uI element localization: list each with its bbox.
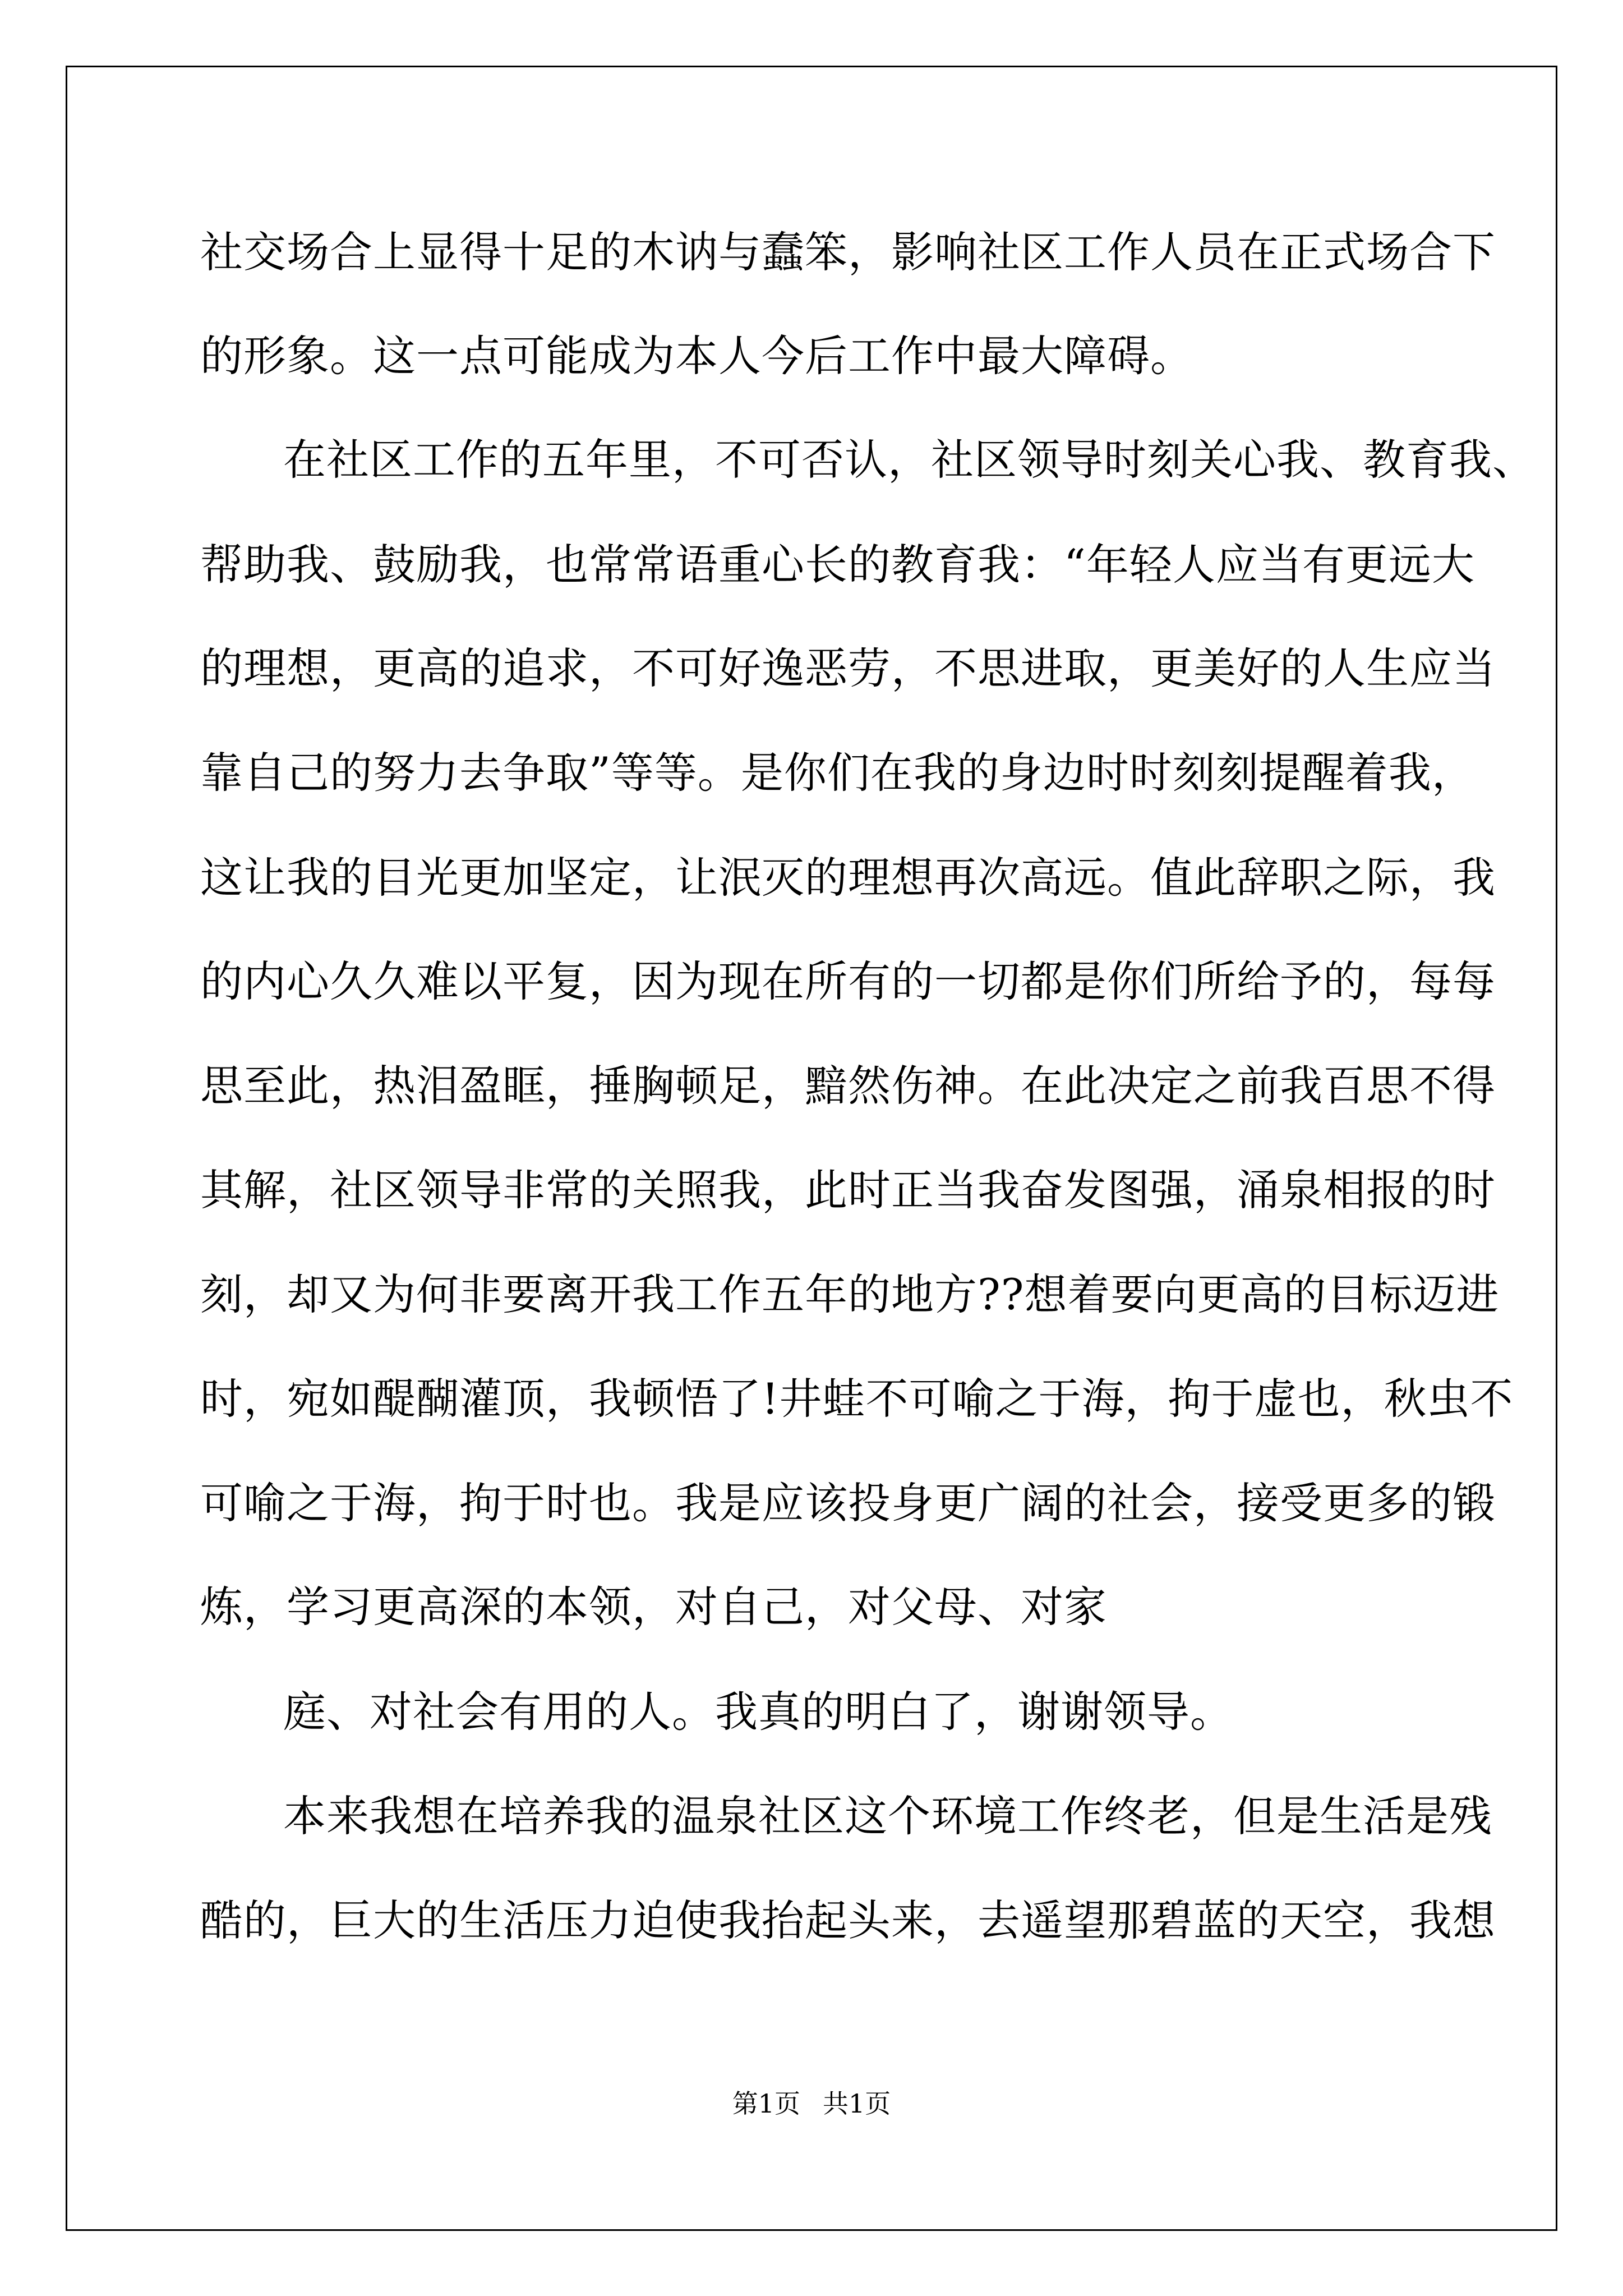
text-line-17: 酷的，巨大的生活压力迫使我抬起头来，去遥望那碧蓝的天空，我想 [200, 1895, 1496, 1945]
text-line-7: 这让我的目光更加坚定，让泯灭的理想再次高远。值此辞职之际，我 [200, 853, 1496, 903]
text-line-10: 其解，社区领导非常的关照我，此时正当我奋发图强，涌泉相报的时 [200, 1165, 1496, 1215]
text-line-13: 可喻之于海，拘于时也。我是应该投身更广阔的社会，接受更多的锻 [200, 1478, 1496, 1528]
text-line-1: 社交场合上显得十足的木讷与蠢笨，影响社区工作人员在正式场合下 [200, 227, 1496, 277]
text-line-2: 的形象。这一点可能成为本人今后工作中最大障碍。 [200, 331, 1193, 381]
text-line-5: 的理想，更高的追求，不可好逸恶劳，不思进取，更美好的人生应当 [200, 643, 1496, 693]
page-total: 共1页 [823, 2088, 891, 2119]
text-line-14: 炼，学习更高深的本领，对自己，对父母、对家 [200, 1582, 1107, 1632]
page-footer [0, 2087, 1623, 2120]
text-line-12: 时，宛如醍醐灌顶，我顿悟了!井蛙不可喻之于海，拘于虚也，秋虫不 [200, 1374, 1514, 1424]
text-line-9: 思至此，热泪盈眶，捶胸顿足，黯然伤神。在此决定之前我百思不得 [200, 1061, 1496, 1111]
text-line-6: 靠自己的努力去争取”等等。是你们在我的身边时时刻刻提醒着我， [200, 748, 1475, 798]
text-line-8: 的内心久久难以平复，因为现在所有的一切都是你们所给予的，每每 [200, 956, 1496, 1006]
text-line-11: 刻，却又为何非要离开我工作五年的地方??想着要向更高的目标迈进 [200, 1269, 1500, 1319]
text-line-15: 庭、对社会有用的人。我真的明白了，谢谢领导。 [283, 1687, 1233, 1737]
text-line-16: 本来我想在培养我的温泉社区这个环境工作终老，但是生活是残 [283, 1791, 1492, 1841]
page-number: 第1页 [732, 2088, 800, 2119]
text-line-4: 帮助我、鼓励我，也常常语重心长的教育我：“年轻人应当有更远大 [200, 540, 1475, 590]
text-line-3: 在社区工作的五年里，不可否认，社区领导时刻关心我、教育我、 [283, 435, 1536, 485]
